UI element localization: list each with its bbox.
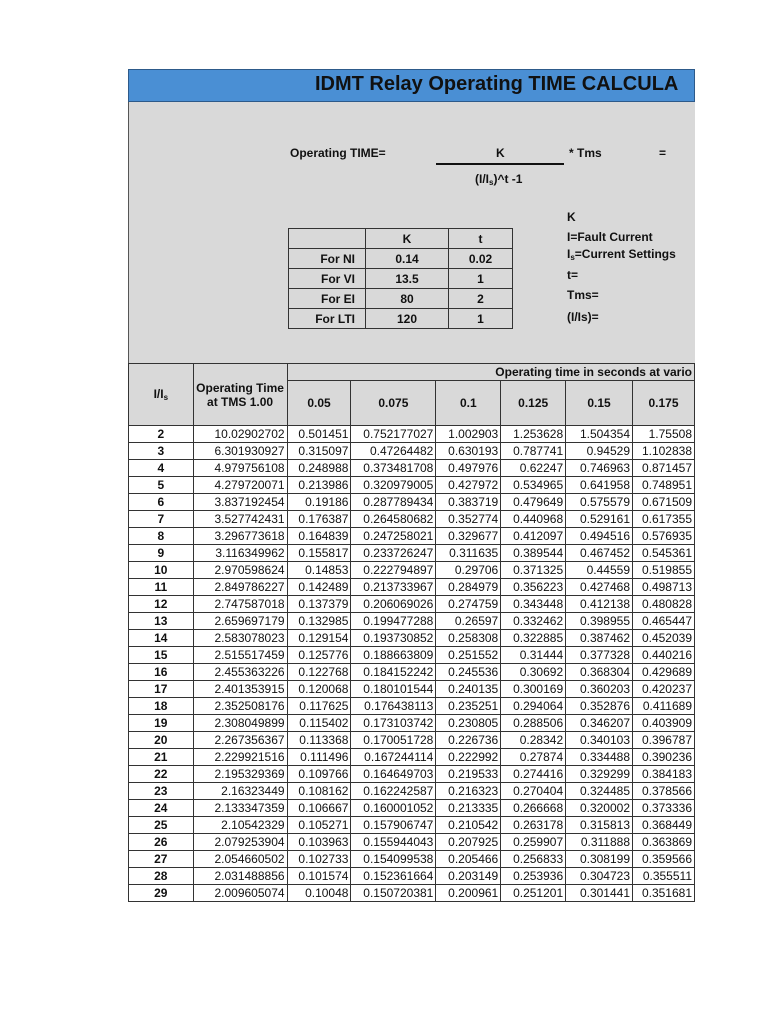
tms-value-cell: 0.94529 xyxy=(566,443,633,460)
tms-value-cell: 0.27874 xyxy=(501,749,566,766)
table-row xyxy=(129,511,695,528)
tms-value-cell: 0.111496 xyxy=(287,749,351,766)
tms-value-cell: 0.31444 xyxy=(501,647,566,664)
tms-value-cell: 0.125776 xyxy=(287,647,351,664)
tms-value-cell: 0.113368 xyxy=(287,732,351,749)
tms-value-cell: 0.534965 xyxy=(501,477,566,494)
formula-denominator: $(I/I_s)\^{}t$ -1 xyxy=(475,172,523,187)
tms-value-cell: 0.132985 xyxy=(287,613,351,630)
curve-name: For NI xyxy=(289,249,366,269)
tms-column-header: 0.1 xyxy=(436,381,501,426)
tms-value-cell: 0.240135 xyxy=(436,681,501,698)
tms-value-cell: 0.641958 xyxy=(566,477,633,494)
tms-value-cell: 0.162242587 xyxy=(351,783,436,800)
ratio-cell: 29 xyxy=(129,885,194,902)
ratio-cell: 11 xyxy=(129,579,194,596)
ratio-cell: 10 xyxy=(129,562,194,579)
curve-t: 1 xyxy=(449,269,513,289)
formula-lhs: Operating TIME= xyxy=(290,146,386,160)
tms-value-cell: 0.180101544 xyxy=(351,681,436,698)
ratio-cell: 13 xyxy=(129,613,194,630)
tms-value-cell: 0.529161 xyxy=(566,511,633,528)
curve-name: For VI xyxy=(289,269,366,289)
tms-value-cell: 1.75508 xyxy=(633,426,695,443)
tms-column-header: 0.125 xyxy=(501,381,566,426)
seconds-header: Operating time in seconds at vario xyxy=(287,364,694,381)
ratio-cell: 9 xyxy=(129,545,194,562)
tms-value-cell: 0.360203 xyxy=(566,681,633,698)
legend-t: t= xyxy=(567,268,579,282)
tms-value-cell: 0.44559 xyxy=(566,562,633,579)
tms-value-cell: 0.154099538 xyxy=(351,851,436,868)
tms-value-cell: 0.164839 xyxy=(287,528,351,545)
op-time-header: Operating Time at TMS 1.00 xyxy=(193,364,287,426)
tms-value-cell: 0.355511 xyxy=(633,868,695,885)
table-row xyxy=(129,664,695,681)
legend-fault-current: I=Fault Current xyxy=(567,230,653,244)
tms-value-cell: 0.373481708 xyxy=(351,460,436,477)
op-time-cell: 2.195329369 xyxy=(193,766,287,783)
tms-value-cell: 0.274416 xyxy=(501,766,566,783)
tms-value-cell: 0.467452 xyxy=(566,545,633,562)
op-time-cell: 3.837192454 xyxy=(193,494,287,511)
ratio-cell: 16 xyxy=(129,664,194,681)
tms-value-cell: 0.10048 xyxy=(287,885,351,902)
op-time-cell: 2.352508176 xyxy=(193,698,287,715)
tms-value-cell: 0.28342 xyxy=(501,732,566,749)
tms-value-cell: 0.117625 xyxy=(287,698,351,715)
tms-value-cell: 0.871457 xyxy=(633,460,695,477)
tms-column-header: 0.05 xyxy=(287,381,351,426)
table-row xyxy=(129,579,695,596)
tms-value-cell: 0.387462 xyxy=(566,630,633,647)
tms-value-cell: 0.311635 xyxy=(436,545,501,562)
table-row xyxy=(129,834,695,851)
tms-value-cell: 0.440968 xyxy=(501,511,566,528)
ratio-cell: 18 xyxy=(129,698,194,715)
table-row xyxy=(129,647,695,664)
tms-value-cell: 0.315097 xyxy=(287,443,351,460)
tms-value-cell: 0.352774 xyxy=(436,511,501,528)
tms-value-cell: 0.411689 xyxy=(633,698,695,715)
tms-value-cell: 0.352876 xyxy=(566,698,633,715)
tms-value-cell: 0.200961 xyxy=(436,885,501,902)
tms-value-cell: 0.26597 xyxy=(436,613,501,630)
tms-value-cell: 0.188663809 xyxy=(351,647,436,664)
tms-value-cell: 0.497976 xyxy=(436,460,501,477)
table-row xyxy=(129,885,695,902)
tms-value-cell: 0.465447 xyxy=(633,613,695,630)
tms-value-cell: 0.213335 xyxy=(436,800,501,817)
tms-value-cell: 0.29706 xyxy=(436,562,501,579)
tms-value-cell: 0.213986 xyxy=(287,477,351,494)
ratio-cell: 19 xyxy=(129,715,194,732)
constants-header-t: t xyxy=(449,229,513,249)
op-time-cell: 2.009605074 xyxy=(193,885,287,902)
tms-value-cell: 0.576935 xyxy=(633,528,695,545)
tms-value-cell: 0.219533 xyxy=(436,766,501,783)
tms-value-cell: 0.30692 xyxy=(501,664,566,681)
tms-value-cell: 0.251201 xyxy=(501,885,566,902)
tms-value-cell: 0.129154 xyxy=(287,630,351,647)
tms-value-cell: 0.340103 xyxy=(566,732,633,749)
constants-header-k: K xyxy=(366,229,449,249)
page-title: IDMT Relay Operating TIME CALCULA xyxy=(315,73,679,95)
tms-value-cell: 0.368304 xyxy=(566,664,633,681)
tms-value-cell: 0.480828 xyxy=(633,596,695,613)
ratio-cell: 22 xyxy=(129,766,194,783)
tms-column-header: 0.175 xyxy=(633,381,695,426)
ratio-cell: 28 xyxy=(129,868,194,885)
op-time-cell: 10.02902702 xyxy=(193,426,287,443)
tms-value-cell: 0.363869 xyxy=(633,834,695,851)
tms-value-cell: 0.206069026 xyxy=(351,596,436,613)
table-row xyxy=(129,613,695,630)
tms-value-cell: 0.160001052 xyxy=(351,800,436,817)
formula-tms: * Tms xyxy=(569,146,602,160)
tms-value-cell: 0.164649703 xyxy=(351,766,436,783)
ratio-cell: 27 xyxy=(129,851,194,868)
tms-value-cell: 0.115402 xyxy=(287,715,351,732)
legend-ratio: (I/Is)= xyxy=(567,310,599,324)
tms-value-cell: 0.501451 xyxy=(287,426,351,443)
tms-value-cell: 0.245536 xyxy=(436,664,501,681)
table-row xyxy=(129,443,695,460)
op-time-cell: 2.515517459 xyxy=(193,647,287,664)
tms-value-cell: 0.346207 xyxy=(566,715,633,732)
ratio-cell: 26 xyxy=(129,834,194,851)
constants-row xyxy=(289,289,513,309)
tms-value-cell: 0.383719 xyxy=(436,494,501,511)
ratio-cell: 17 xyxy=(129,681,194,698)
tms-value-cell: 0.184152242 xyxy=(351,664,436,681)
tms-value-cell: 1.102838 xyxy=(633,443,695,460)
op-time-cell: 2.308049899 xyxy=(193,715,287,732)
tms-value-cell: 0.106667 xyxy=(287,800,351,817)
tms-value-cell: 0.102733 xyxy=(287,851,351,868)
ratio-cell: 20 xyxy=(129,732,194,749)
tms-value-cell: 0.351681 xyxy=(633,885,695,902)
tms-value-cell: 0.103963 xyxy=(287,834,351,851)
tms-value-cell: 0.390236 xyxy=(633,749,695,766)
tms-column-header: 0.075 xyxy=(351,381,436,426)
op-time-cell: 2.455363226 xyxy=(193,664,287,681)
tms-value-cell: 0.170051728 xyxy=(351,732,436,749)
tms-value-cell: 0.235251 xyxy=(436,698,501,715)
curve-t: 0.02 xyxy=(449,249,513,269)
tms-value-cell: 0.322885 xyxy=(501,630,566,647)
table-row xyxy=(129,732,695,749)
tms-value-cell: 0.294064 xyxy=(501,698,566,715)
tms-value-cell: 0.368449 xyxy=(633,817,695,834)
table-row xyxy=(129,800,695,817)
tms-value-cell: 0.378566 xyxy=(633,783,695,800)
op-time-cell: 2.079253904 xyxy=(193,834,287,851)
table-row xyxy=(129,477,695,494)
operating-time-table xyxy=(128,363,695,902)
tms-value-cell: 0.62247 xyxy=(501,460,566,477)
table-row xyxy=(129,766,695,783)
tms-value-cell: 0.258308 xyxy=(436,630,501,647)
tms-value-cell: 0.343448 xyxy=(501,596,566,613)
tms-value-cell: 0.264580682 xyxy=(351,511,436,528)
table-body xyxy=(129,426,695,902)
tms-value-cell: 0.137379 xyxy=(287,596,351,613)
curve-t: 2 xyxy=(449,289,513,309)
tms-value-cell: 0.203149 xyxy=(436,868,501,885)
op-time-cell: 3.296773618 xyxy=(193,528,287,545)
tms-value-cell: 0.412097 xyxy=(501,528,566,545)
ratio-cell: 12 xyxy=(129,596,194,613)
tms-value-cell: 0.329677 xyxy=(436,528,501,545)
op-time-cell: 3.116349962 xyxy=(193,545,287,562)
tms-value-cell: 0.47264482 xyxy=(351,443,436,460)
tms-value-cell: 0.173103742 xyxy=(351,715,436,732)
constants-row xyxy=(289,309,513,329)
tms-value-cell: 0.248988 xyxy=(287,460,351,477)
formula-equals: = xyxy=(659,146,667,160)
tms-value-cell: 0.427468 xyxy=(566,579,633,596)
tms-value-cell: 0.270404 xyxy=(501,783,566,800)
tms-value-cell: 1.002903 xyxy=(436,426,501,443)
tms-value-cell: 0.300169 xyxy=(501,681,566,698)
tms-value-cell: 0.412138 xyxy=(566,596,633,613)
op-time-cell: 2.229921516 xyxy=(193,749,287,766)
tms-value-cell: 0.14853 xyxy=(287,562,351,579)
table-row xyxy=(129,494,695,511)
tms-value-cell: 0.494516 xyxy=(566,528,633,545)
tms-value-cell: 0.288506 xyxy=(501,715,566,732)
ratio-cell: 15 xyxy=(129,647,194,664)
tms-value-cell: 0.176438113 xyxy=(351,698,436,715)
tms-value-cell: 0.420237 xyxy=(633,681,695,698)
tms-value-cell: 0.207925 xyxy=(436,834,501,851)
tms-value-cell: 0.247258021 xyxy=(351,528,436,545)
table-row xyxy=(129,783,695,800)
tms-value-cell: 0.479649 xyxy=(501,494,566,511)
tms-value-cell: 0.320979005 xyxy=(351,477,436,494)
op-time-cell: 2.054660502 xyxy=(193,851,287,868)
table-row xyxy=(129,868,695,885)
curve-t: 1 xyxy=(449,309,513,329)
tms-value-cell: 0.617355 xyxy=(633,511,695,528)
op-time-cell: 2.583078023 xyxy=(193,630,287,647)
curve-k: 0.14 xyxy=(366,249,449,269)
tms-value-cell: 0.205466 xyxy=(436,851,501,868)
tms-value-cell: 0.787741 xyxy=(501,443,566,460)
table-row xyxy=(129,562,695,579)
op-time-cell: 2.133347359 xyxy=(193,800,287,817)
op-time-cell: 2.267356367 xyxy=(193,732,287,749)
table-row xyxy=(129,630,695,647)
tms-value-cell: 0.287789434 xyxy=(351,494,436,511)
table-row xyxy=(129,545,695,562)
table-row xyxy=(129,426,695,443)
ratio-cell: 5 xyxy=(129,477,194,494)
tms-value-cell: 0.377328 xyxy=(566,647,633,664)
tms-value-cell: 0.440216 xyxy=(633,647,695,664)
table-row xyxy=(129,698,695,715)
tms-value-cell: 0.120068 xyxy=(287,681,351,698)
op-time-cell: 3.527742431 xyxy=(193,511,287,528)
op-time-cell: 2.849786227 xyxy=(193,579,287,596)
constants-header-row xyxy=(289,229,513,249)
tms-value-cell: 0.150720381 xyxy=(351,885,436,902)
tms-value-cell: 0.575579 xyxy=(566,494,633,511)
ratio-cell: 21 xyxy=(129,749,194,766)
title-bar xyxy=(128,69,695,102)
tms-value-cell: 0.320002 xyxy=(566,800,633,817)
tms-value-cell: 0.315813 xyxy=(566,817,633,834)
op-time-cell: 2.970598624 xyxy=(193,562,287,579)
tms-value-cell: 0.233726247 xyxy=(351,545,436,562)
tms-value-cell: 0.155944043 xyxy=(351,834,436,851)
tms-value-cell: 1.253628 xyxy=(501,426,566,443)
tms-value-cell: 0.155817 xyxy=(287,545,351,562)
constants-row xyxy=(289,249,513,269)
table-row xyxy=(129,528,695,545)
tms-value-cell: 1.504354 xyxy=(566,426,633,443)
table-row xyxy=(129,596,695,613)
op-time-cell: 2.659697179 xyxy=(193,613,287,630)
curve-k: 13.5 xyxy=(366,269,449,289)
op-time-cell: 2.10542329 xyxy=(193,817,287,834)
tms-value-cell: 0.311888 xyxy=(566,834,633,851)
ratio-cell: 23 xyxy=(129,783,194,800)
tms-value-cell: 0.398955 xyxy=(566,613,633,630)
ratio-cell: 6 xyxy=(129,494,194,511)
tms-value-cell: 0.216323 xyxy=(436,783,501,800)
tms-value-cell: 0.122768 xyxy=(287,664,351,681)
tms-value-cell: 0.251552 xyxy=(436,647,501,664)
tms-value-cell: 0.263178 xyxy=(501,817,566,834)
legend-k: K xyxy=(567,210,576,224)
tms-value-cell: 0.109766 xyxy=(287,766,351,783)
tms-value-cell: 0.230805 xyxy=(436,715,501,732)
table-row xyxy=(129,749,695,766)
tms-value-cell: 0.396787 xyxy=(633,732,695,749)
tms-value-cell: 0.199477288 xyxy=(351,613,436,630)
tms-value-cell: 0.304723 xyxy=(566,868,633,885)
tms-value-cell: 0.371325 xyxy=(501,562,566,579)
constants-table xyxy=(288,228,513,329)
tms-value-cell: 0.222794897 xyxy=(351,562,436,579)
tms-value-cell: 0.259907 xyxy=(501,834,566,851)
tms-value-cell: 0.359566 xyxy=(633,851,695,868)
tms-value-cell: 0.152361664 xyxy=(351,868,436,885)
tms-value-cell: 0.752177027 xyxy=(351,426,436,443)
tms-value-cell: 0.427972 xyxy=(436,477,501,494)
tms-value-cell: 0.266668 xyxy=(501,800,566,817)
tms-value-cell: 0.256833 xyxy=(501,851,566,868)
tms-value-cell: 0.324485 xyxy=(566,783,633,800)
spreadsheet xyxy=(128,69,695,953)
tms-value-cell: 0.210542 xyxy=(436,817,501,834)
ratio-cell: 3 xyxy=(129,443,194,460)
curve-k: 120 xyxy=(366,309,449,329)
table-row xyxy=(129,715,695,732)
tms-value-cell: 0.301441 xyxy=(566,885,633,902)
ratio-cell: 7 xyxy=(129,511,194,528)
tms-value-cell: 0.213733967 xyxy=(351,579,436,596)
table-row xyxy=(129,817,695,834)
tms-value-cell: 0.329299 xyxy=(566,766,633,783)
table-row xyxy=(129,851,695,868)
tms-value-cell: 0.157906747 xyxy=(351,817,436,834)
ratio-header: $I/I_s$ xyxy=(129,364,194,426)
formula-numerator: K xyxy=(496,146,505,160)
tms-value-cell: 0.452039 xyxy=(633,630,695,647)
tms-value-cell: 0.284979 xyxy=(436,579,501,596)
fraction-line xyxy=(436,163,564,165)
tms-value-cell: 0.746963 xyxy=(566,460,633,477)
legend-current-settings: $I_s=Current$ Settings xyxy=(567,247,676,262)
op-time-cell: 6.301930927 xyxy=(193,443,287,460)
tms-value-cell: 0.332462 xyxy=(501,613,566,630)
tms-value-cell: 0.19186 xyxy=(287,494,351,511)
ratio-cell: 24 xyxy=(129,800,194,817)
curve-name: For EI xyxy=(289,289,366,309)
tms-value-cell: 0.384183 xyxy=(633,766,695,783)
tms-value-cell: 0.176387 xyxy=(287,511,351,528)
tms-value-cell: 0.403909 xyxy=(633,715,695,732)
op-time-cell: 2.401353915 xyxy=(193,681,287,698)
tms-value-cell: 0.498713 xyxy=(633,579,695,596)
tms-value-cell: 0.334488 xyxy=(566,749,633,766)
tms-value-cell: 0.193730852 xyxy=(351,630,436,647)
tms-value-cell: 0.222992 xyxy=(436,749,501,766)
legend-tms: Tms= xyxy=(567,288,599,302)
ratio-cell: 8 xyxy=(129,528,194,545)
tms-value-cell: 0.108162 xyxy=(287,783,351,800)
op-time-cell: 4.279720071 xyxy=(193,477,287,494)
tms-value-cell: 0.630193 xyxy=(436,443,501,460)
curve-name: For LTI xyxy=(289,309,366,329)
tms-value-cell: 0.429689 xyxy=(633,664,695,681)
tms-value-cell: 0.671509 xyxy=(633,494,695,511)
op-time-cell: 2.747587018 xyxy=(193,596,287,613)
constants-header-blank xyxy=(289,229,366,249)
curve-k: 80 xyxy=(366,289,449,309)
tms-value-cell: 0.101574 xyxy=(287,868,351,885)
constants-row xyxy=(289,269,513,289)
tms-value-cell: 0.545361 xyxy=(633,545,695,562)
tms-value-cell: 0.142489 xyxy=(287,579,351,596)
tms-value-cell: 0.226736 xyxy=(436,732,501,749)
tms-value-cell: 0.274759 xyxy=(436,596,501,613)
ratio-cell: 4 xyxy=(129,460,194,477)
tms-value-cell: 0.253936 xyxy=(501,868,566,885)
tms-value-cell: 0.167244114 xyxy=(351,749,436,766)
ratio-cell: 14 xyxy=(129,630,194,647)
ratio-cell: 25 xyxy=(129,817,194,834)
tms-value-cell: 0.308199 xyxy=(566,851,633,868)
ratio-cell: 2 xyxy=(129,426,194,443)
tms-value-cell: 0.356223 xyxy=(501,579,566,596)
tms-column-header: 0.15 xyxy=(566,381,633,426)
op-time-cell: 2.031488856 xyxy=(193,868,287,885)
tms-value-cell: 0.373336 xyxy=(633,800,695,817)
tms-value-cell: 0.519855 xyxy=(633,562,695,579)
tms-value-cell: 0.748951 xyxy=(633,477,695,494)
op-time-cell: 2.16323449 xyxy=(193,783,287,800)
tms-value-cell: 0.105271 xyxy=(287,817,351,834)
table-row xyxy=(129,460,695,477)
tms-value-cell: 0.389544 xyxy=(501,545,566,562)
table-row xyxy=(129,681,695,698)
op-time-cell: 4.979756108 xyxy=(193,460,287,477)
